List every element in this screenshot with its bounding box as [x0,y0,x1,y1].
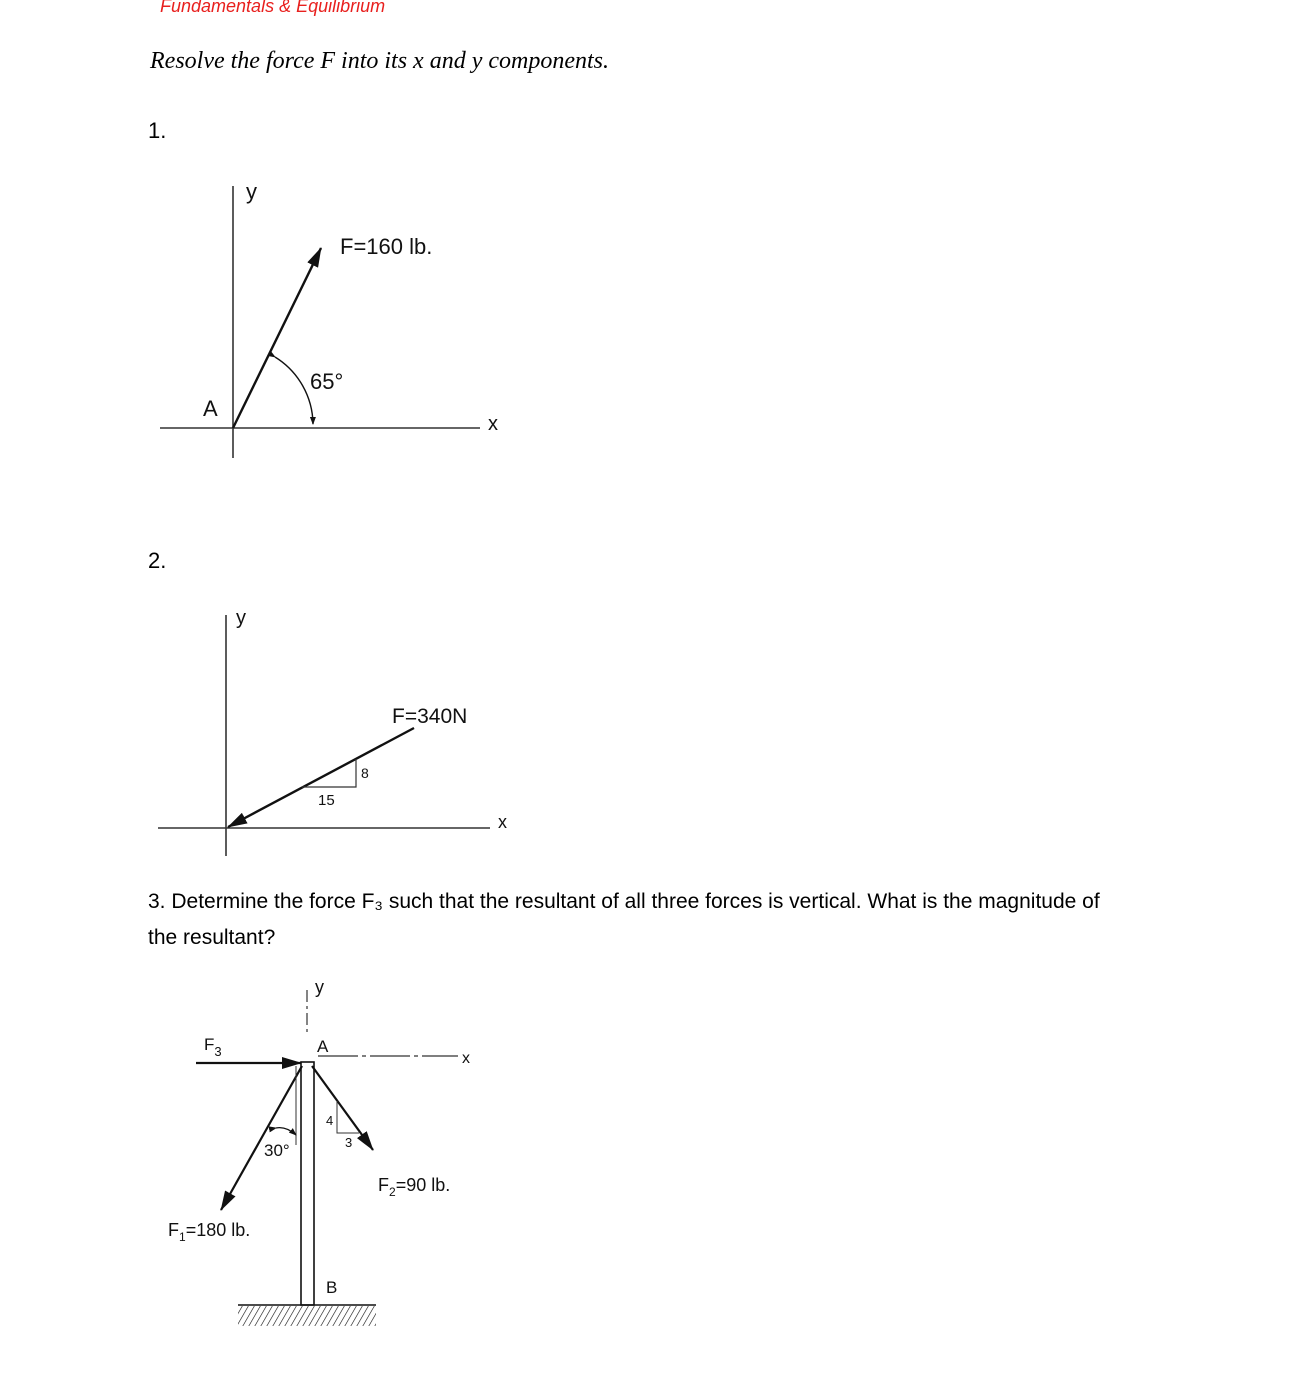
p2-slope-rise: 8 [361,765,369,781]
problem-2-number: 2. [148,548,167,573]
p2-x-label: x [498,812,507,832]
p3-point-b: B [326,1278,338,1297]
p1-point-a: A [203,396,218,421]
p1-force-arrow [233,248,321,428]
p1-angle-arc [275,357,313,424]
p2-force-label: F=340N [392,705,468,728]
p3-f2-arrow [312,1066,373,1150]
p3-angle-label: 30° [264,1141,290,1160]
p3-angle-arc [276,1128,296,1135]
p3-slope-run: 3 [345,1135,353,1150]
p2-y-label: y [236,607,246,629]
page-header: Fundamentals & Equilibrium [160,0,386,16]
p3-f3-label: $F_3$ [204,1035,222,1059]
p3-point-a: A [317,1037,329,1056]
p3-ground-hatch [238,1306,376,1326]
instruction-text: Resolve the force F into its x and y components. [150,48,609,74]
p1-y-label: y [246,179,257,204]
problem-2-diagram [158,607,507,856]
p3-y-label: y [315,977,324,997]
problem-3-diagram [168,977,470,1326]
p2-force-arrow [228,728,414,827]
problem-1-diagram [160,179,498,458]
p1-x-label: x [488,413,498,435]
p3-f1-arrow [221,1066,302,1210]
p3-x-label: x [462,1050,470,1067]
p3-post [301,1062,314,1305]
p2-slope-run: 15 [318,792,335,809]
p1-force-label: F=160 lb. [340,234,433,259]
p3-f2-label: $F_2=90$ lb. [378,1175,451,1199]
problem-3-question: 3. Determine the force F₃ such that the resultant of all three forces is vertical. What is the magnitude of the resultant? [148,890,1100,949]
p3-slope-rise: 4 [326,1113,334,1128]
p1-angle-label: 65° [310,369,344,394]
p3-f1-label: $F_1=180$ lb. [168,1220,251,1244]
problem-1-number: 1. [148,118,167,143]
